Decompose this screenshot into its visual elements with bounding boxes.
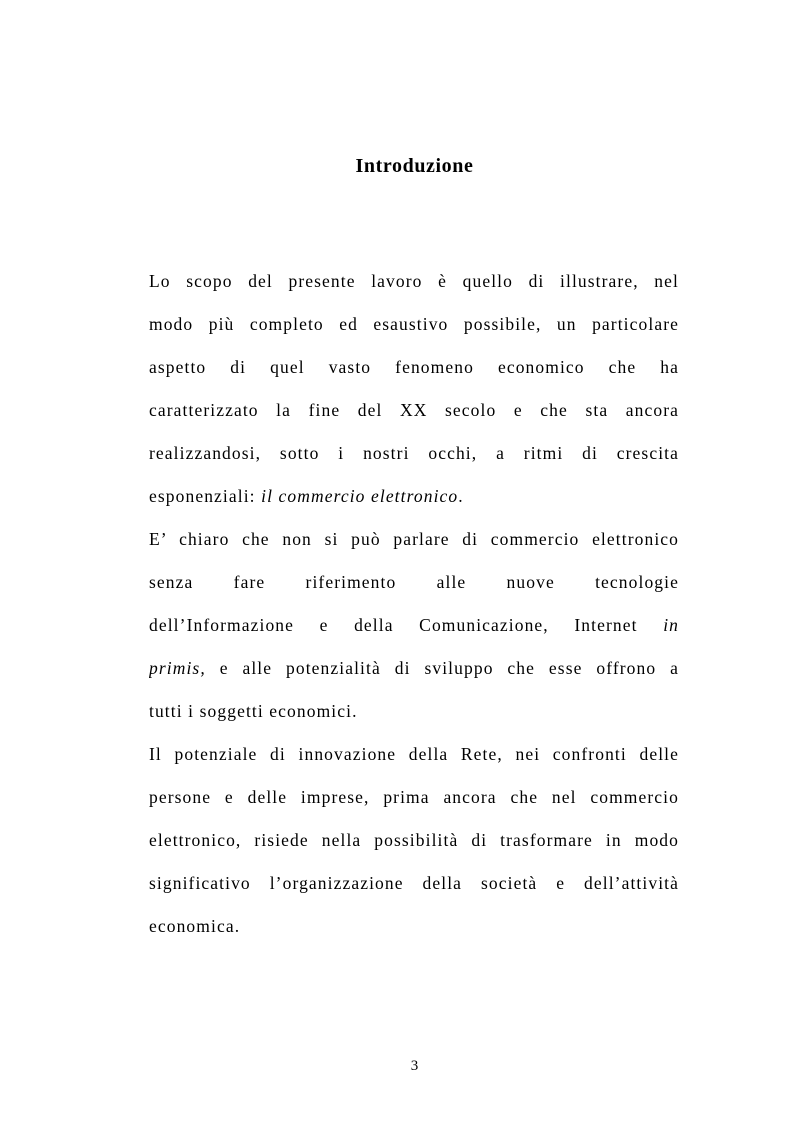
text-line [149, 346, 679, 389]
text-line [149, 561, 679, 604]
text-line [149, 475, 679, 518]
text-line [149, 690, 679, 733]
paragraph [149, 733, 679, 948]
page-title: Introduzione [355, 155, 474, 177]
text-segment: Il potenziale di innovazione della Rete, nei confronti delle [149, 744, 679, 764]
text-line [149, 776, 679, 819]
text-line [149, 733, 679, 776]
text-line [149, 260, 679, 303]
text-segment: Lo scopo del presente lavoro è quello di illustrare, nel [149, 271, 679, 291]
text-segment: persone e delle imprese, prima ancora che nel commercio [149, 787, 679, 807]
text-segment: tutti i soggetti economici. [149, 701, 358, 721]
text-segment: realizzandosi, sotto i nostri occhi, a ritmi di crescita [149, 443, 679, 463]
text-segment: dell’Informazione e della Comunicazione, Internet [149, 615, 664, 635]
italic-text: primis, [149, 658, 206, 678]
body-text [149, 260, 679, 948]
page-number: 3 [410, 1058, 419, 1074]
text-line [149, 604, 679, 647]
text-line [149, 518, 679, 561]
text-segment: e alle potenzialità di sviluppo che esse offrono a [205, 658, 679, 678]
text-line [149, 819, 679, 862]
text-line [149, 432, 679, 475]
paragraph [149, 518, 679, 733]
italic-text: in [663, 615, 679, 635]
text-segment: aspetto di quel vasto fenomeno economico che ha [149, 357, 679, 377]
italic-text: il commercio elettronico [261, 486, 459, 506]
text-segment: economica. [149, 916, 241, 936]
text-segment: . [458, 486, 464, 506]
text-segment: senza fare riferimento alle nuove tecnologie [149, 572, 679, 592]
text-segment: E’ chiaro che non si può parlare di commercio elettronico [149, 529, 679, 549]
text-segment: modo più completo ed esaustivo possibile, un particolare [149, 314, 679, 334]
text-segment: significativo l’organizzazione della società e dell’attività [149, 873, 679, 893]
text-segment: esponenziali: [149, 486, 262, 506]
text-line [149, 647, 679, 690]
text-line [149, 389, 679, 432]
paragraph [149, 260, 679, 518]
text-line [149, 303, 679, 346]
text-line [149, 862, 679, 905]
text-segment: elettronico, risiede nella possibilità di trasformare in modo [149, 830, 679, 850]
text-segment: caratterizzato la fine del XX secolo e che sta ancora [149, 400, 679, 420]
text-line [149, 905, 679, 948]
